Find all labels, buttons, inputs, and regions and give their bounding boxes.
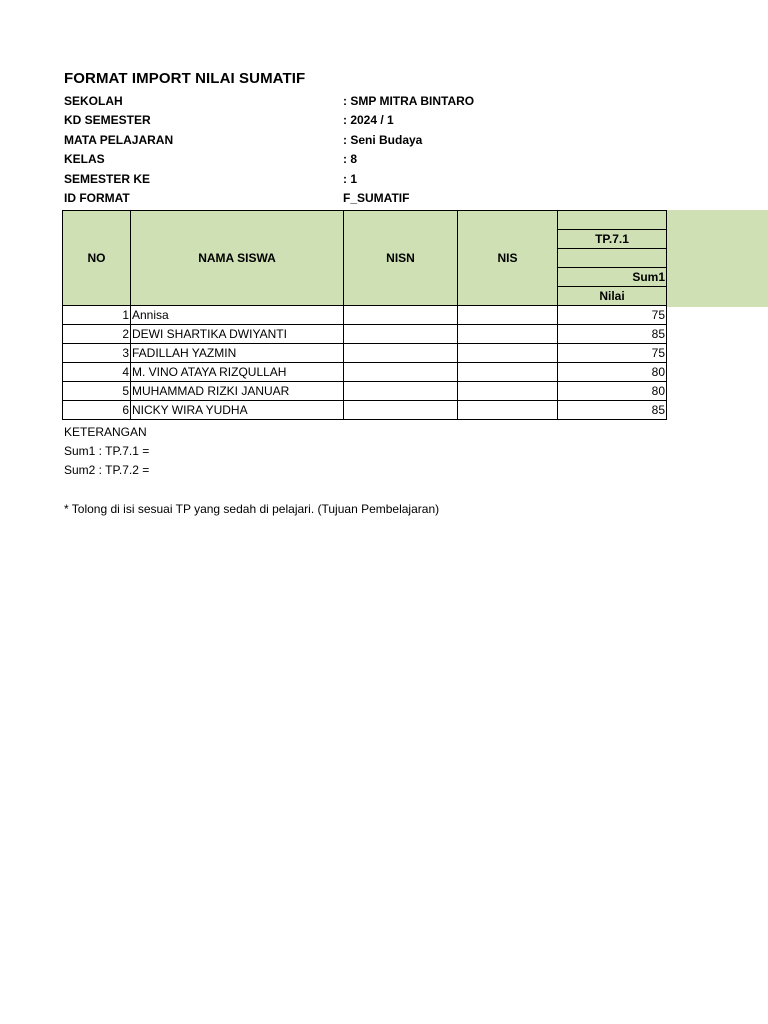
cell-nama[interactable]: MUHAMMAD RIZKI JANUAR (131, 382, 344, 401)
cell-nama[interactable]: DEWI SHARTIKA DWIYANTI (131, 325, 344, 344)
header-nilai: Nilai (558, 287, 667, 306)
cell-nis[interactable] (458, 363, 558, 382)
cell-nis[interactable] (458, 325, 558, 344)
cell-nilai[interactable]: 75 (558, 306, 667, 325)
meta-value: : SMP MITRA BINTARO (343, 94, 475, 108)
cell-no[interactable]: 6 (63, 401, 131, 420)
page-title: FORMAT IMPORT NILAI SUMATIF (64, 70, 306, 87)
cell-no[interactable]: 2 (63, 325, 131, 344)
cell-nilai[interactable]: 85 (558, 401, 667, 420)
cell-nisn[interactable] (344, 401, 458, 420)
grades-table (62, 210, 667, 420)
meta-value: : 2024 / 1 (343, 113, 394, 127)
header-nisn: NISN (344, 211, 458, 306)
cell-nisn[interactable] (344, 344, 458, 363)
header-nis: NIS (458, 211, 558, 306)
cell-nis[interactable] (458, 382, 558, 401)
cell-nis[interactable] (458, 401, 558, 420)
meta-key: SEKOLAH (64, 94, 123, 108)
meta-key: MATA PELAJARAN (64, 133, 174, 147)
cell-nisn[interactable] (344, 382, 458, 401)
header-nama-siswa: NAMA SISWA (131, 211, 344, 306)
table-row (63, 401, 667, 420)
table-row (63, 325, 667, 344)
meta-key: SEMESTER KE (64, 172, 151, 186)
meta-value: F_SUMATIF (343, 191, 410, 205)
meta-value: : 1 (343, 172, 358, 186)
cell-nilai[interactable]: 80 (558, 363, 667, 382)
header-score-top (558, 211, 667, 230)
table-row (63, 363, 667, 382)
cell-no[interactable]: 5 (63, 382, 131, 401)
cell-nisn[interactable] (344, 363, 458, 382)
table-row (63, 382, 667, 401)
meta-value: : Seni Budaya (343, 133, 423, 147)
cell-no[interactable]: 1 (63, 306, 131, 325)
cell-nis[interactable] (458, 344, 558, 363)
meta-value: : 8 (343, 152, 358, 166)
cell-nilai[interactable]: 85 (558, 325, 667, 344)
cell-nama[interactable]: FADILLAH YAZMIN (131, 344, 344, 363)
table-row (63, 344, 667, 363)
header-no: NO (63, 211, 131, 306)
notes-sum2: Sum2 : TP.7.2 = (64, 463, 150, 477)
cell-no[interactable]: 4 (63, 363, 131, 382)
notes-sum1: Sum1 : TP.7.1 = (64, 444, 150, 458)
cell-nama[interactable]: M. VINO ATAYA RIZQULLAH (131, 363, 344, 382)
meta-key: KELAS (64, 152, 105, 166)
header-score-blank (558, 249, 667, 268)
cell-nama[interactable]: NICKY WIRA YUDHA (131, 401, 344, 420)
header-fill-extension (666, 210, 768, 307)
cell-nilai[interactable]: 80 (558, 382, 667, 401)
table-row (63, 306, 667, 325)
meta-key: KD SEMESTER (64, 113, 151, 127)
notes-heading: KETERANGAN (64, 425, 147, 439)
cell-nama[interactable]: Annisa (131, 306, 344, 325)
cell-nisn[interactable] (344, 306, 458, 325)
cell-nisn[interactable] (344, 325, 458, 344)
cell-nilai[interactable]: 75 (558, 344, 667, 363)
cell-no[interactable]: 3 (63, 344, 131, 363)
meta-key: ID FORMAT (64, 191, 130, 205)
notes-instruction: * Tolong di isi sesuai TP yang sedah di pelajari. (Tujuan Pembelajaran) (64, 502, 440, 516)
header-sum: Sum1 (558, 268, 667, 287)
cell-nis[interactable] (458, 306, 558, 325)
header-tp: TP.7.1 (558, 230, 667, 249)
